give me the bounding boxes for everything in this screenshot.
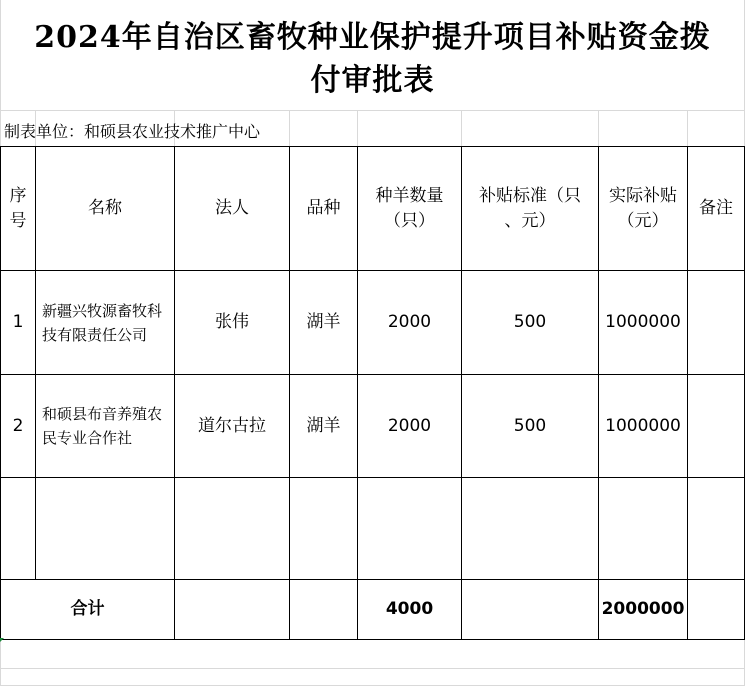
header-quantity — [358, 147, 461, 270]
row-1-note — [688, 271, 744, 374]
unit-label: 制表单位：和硕县农业技术推广中心 — [4, 122, 261, 141]
header-subsidy-standard — [462, 147, 598, 270]
title-line-2: 付审批表 — [310, 63, 435, 98]
row-1-legal-person: 张伟 — [215, 312, 249, 332]
header-legal-person: 法人 — [215, 198, 249, 218]
gridline — [289, 110, 290, 146]
row-2-quantity: 2000 — [387, 415, 432, 436]
row-2-name: 和硕县布音养殖农民专业合作社 — [42, 405, 163, 447]
header-quantity-line-1: 种羊数量 — [375, 185, 444, 206]
gridline — [461, 110, 462, 146]
gridline — [0, 110, 745, 111]
header-subsidy-line-2: （元） — [617, 210, 669, 231]
gridline — [598, 110, 599, 146]
row-2-legal-person: 道尔古拉 — [198, 415, 266, 436]
row-2-breed: 湖羊 — [306, 415, 341, 436]
header-actual-subsidy — [599, 147, 687, 270]
gridline — [357, 110, 358, 146]
total-label: 合计 — [70, 599, 105, 619]
row-1-name: 新疆兴牧源畜牧科技有限责任公司 — [42, 301, 163, 344]
header-standard-line-2: 、元） — [504, 210, 556, 231]
row-2-index: 2 — [12, 415, 24, 436]
row-1-index: 1 — [12, 312, 24, 332]
header-subsidy-line-1: 实际补贴 — [609, 185, 677, 206]
cell-indicator — [0, 638, 4, 642]
row-1-standard: 500 — [513, 312, 547, 332]
document-title — [0, 16, 745, 102]
header-index-line-2: 号 — [9, 210, 27, 231]
row-1-subsidy: 1000000 — [605, 312, 681, 332]
header-index-line-1: 序 — [9, 185, 27, 206]
table-border — [0, 639, 745, 640]
header-breed: 品种 — [306, 198, 341, 218]
total-subsidy: 2000000 — [601, 599, 685, 619]
header-note: 备注 — [699, 198, 733, 218]
gridline — [687, 110, 688, 146]
row-1-breed: 湖羊 — [306, 312, 341, 332]
row-1-quantity: 2000 — [387, 312, 432, 332]
total-quantity: 4000 — [385, 599, 434, 619]
row-2-standard: 500 — [513, 415, 547, 436]
gridline — [0, 668, 745, 669]
header-standard-line-1: 补贴标准（只 — [479, 185, 581, 206]
title-line-1: 2024年自治区畜牧种业保护提升项目补贴资金拨 — [34, 20, 711, 55]
header-index — [1, 147, 35, 270]
header-name: 名称 — [88, 198, 122, 218]
row-2-note — [688, 375, 744, 477]
header-quantity-line-2: （只） — [384, 210, 435, 231]
row-2-subsidy: 1000000 — [605, 415, 681, 436]
table-border — [0, 477, 745, 478]
